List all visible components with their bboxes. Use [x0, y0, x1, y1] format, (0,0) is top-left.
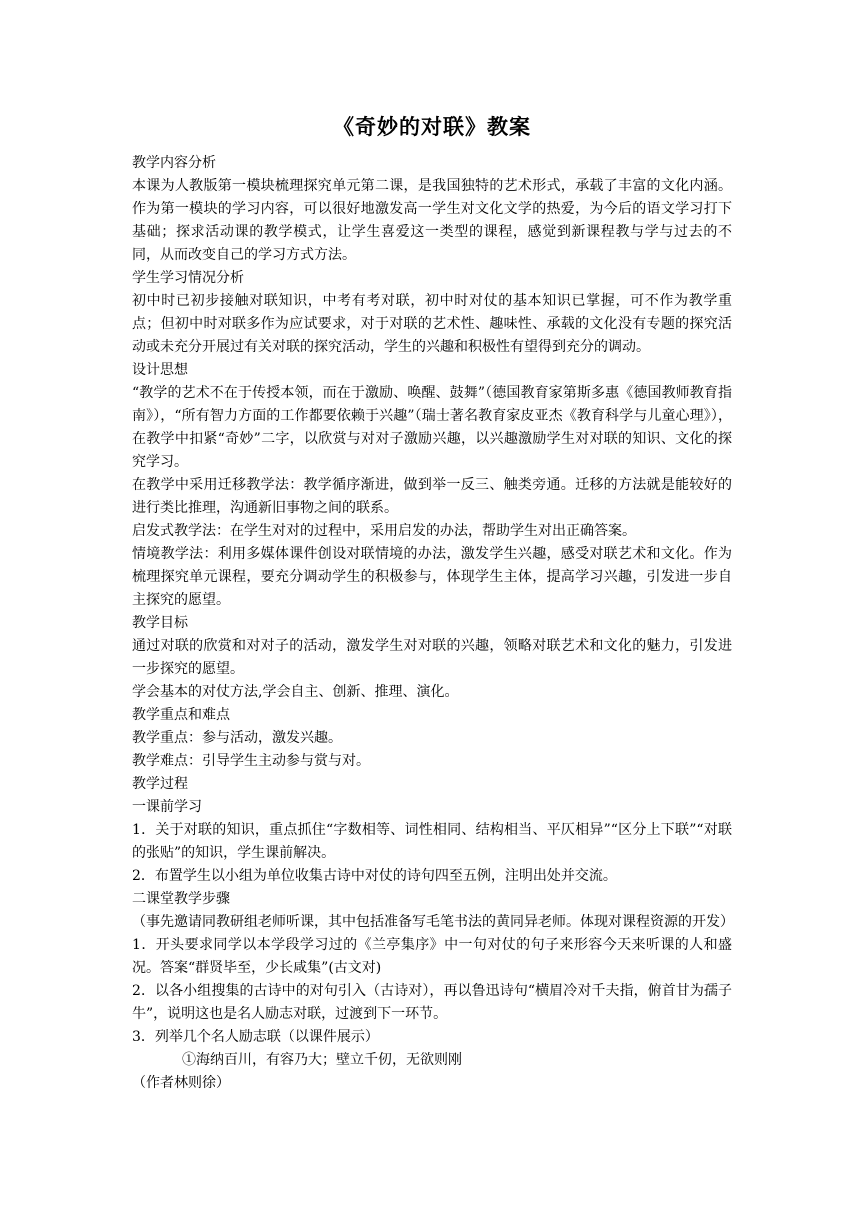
couplet-author: （作者林则徐） [132, 1075, 230, 1091]
paragraph: 通过对联的欣赏和对对子的活动，激发学生对对联的兴趣，领略对联艺术和文化的魅力，引发进一步探究的愿望。 [132, 638, 732, 677]
list-item: 1．关于对联的知识，重点抓住“字数相等、词性相同、结构相当、平仄相异”“区分上下联”“对联的张贴”的知识，学生课前解决。 [132, 822, 732, 861]
section-heading-key-points: 教学重点和难点 [132, 707, 230, 723]
list-item: 1．开头要求同学以本学段学习过的《兰亭集序》中一句对仗的句子来形容今天来听课的人和盛况。答案“群贤毕至，少长咸集”(古文对) [132, 937, 732, 976]
section-heading-teaching-goals: 教学目标 [132, 615, 188, 631]
document-title: 《奇妙的对联》教案 [333, 115, 531, 139]
subsection-heading-classroom-steps: 二课堂教学步骤 [132, 891, 230, 907]
paragraph: 学会基本的对仗方法,学会自主、创新、推理、演化。 [132, 684, 459, 700]
document-body [132, 152, 732, 1095]
paragraph: （事先邀请同教研组老师听课，其中包括准备写毛笔书法的黄同异老师。体现对课程资源的开发） [132, 914, 734, 930]
list-item: 2．布置学生以小组为单位收集古诗中对仗的诗句四至五例，注明出处并交流。 [132, 868, 617, 884]
paragraph: 教学重点：参与活动，激发兴趣。 [132, 730, 342, 746]
subsection-heading-preclass: 一课前学习 [132, 799, 202, 815]
document-page [132, 112, 732, 1095]
paragraph: 教学难点：引导学生主动参与赏与对。 [132, 753, 370, 769]
section-heading-teaching-process: 教学过程 [132, 776, 188, 792]
list-item: 3．列举几个名人励志联（以课件展示） [132, 1029, 379, 1045]
section-heading-student-analysis: 学生学习情况分析 [132, 270, 244, 286]
paragraph: 初中时已初步接触对联知识，中考有考对联，初中时对仗的基本知识已掌握，可不作为教学重点；但初中时对联多作为应试要求，对于对联的艺术性、趣味性、承载的文化没有专题的探究活动或未充分开展过有关对联的探究活动，学生的兴趣和积极性有望得到充分的调动。 [132, 293, 732, 355]
paragraph: 本课为人教版第一模块梳理探究单元第二课，是我国独特的艺术形式，承载了丰富的文化内涵。作为第一模块的学习内容，可以很好地激发高一学生对文化文学的热爱，为今后的语文学习打下基础；探求活动课的教学模式，让学生喜爱这一类型的课程，感觉到新课程教与学与过去的不同，从而改变自己的学习方式方法。 [132, 178, 732, 263]
paragraph: 启发式教学法：在学生对对的过程中，采用启发的办法，帮助学生对出正确答案。 [132, 523, 636, 539]
list-item: 2．以各小组搜集的古诗中的对句引入（古诗对），再以鲁迅诗句“横眉冷对千夫指，俯首甘为孺子牛”，说明这也是名人励志对联，过渡到下一环节。 [132, 983, 732, 1022]
section-heading-content-analysis: 教学内容分析 [132, 155, 216, 171]
paragraph: “教学的艺术不在于传授本领，而在于激励、唤醒、鼓舞”（德国教育家第斯多惠《德国教师教育指南》），“所有智力方面的工作都要依赖于兴趣”（瑞士著名教育家皮亚杰《教育科学与儿童心理》），在教学中扣紧“奇妙”二字，以欣赏与对对子激励兴趣，以兴趣激励学生对对联的知识、文化的探究学习。 [132, 385, 732, 470]
paragraph: 情境教学法：利用多媒体课件创设对联情境的办法，激发学生兴趣，感受对联艺术和文化。作为梳理探究单元课程，要充分调动学生的积极参与，体现学生主体，提高学习兴趣，引发进一步自主探究的愿望。 [132, 546, 732, 608]
couplet-example: ①海纳百川，有容乃大；壁立千仞，无欲则刚 [182, 1052, 462, 1068]
section-heading-design-idea: 设计思想 [132, 362, 188, 378]
paragraph: 在教学中采用迁移教学法：教学循序渐进，做到举一反三、触类旁通。迁移的方法就是能较好的进行类比推理，沟通新旧事物之间的联系。 [132, 477, 732, 516]
